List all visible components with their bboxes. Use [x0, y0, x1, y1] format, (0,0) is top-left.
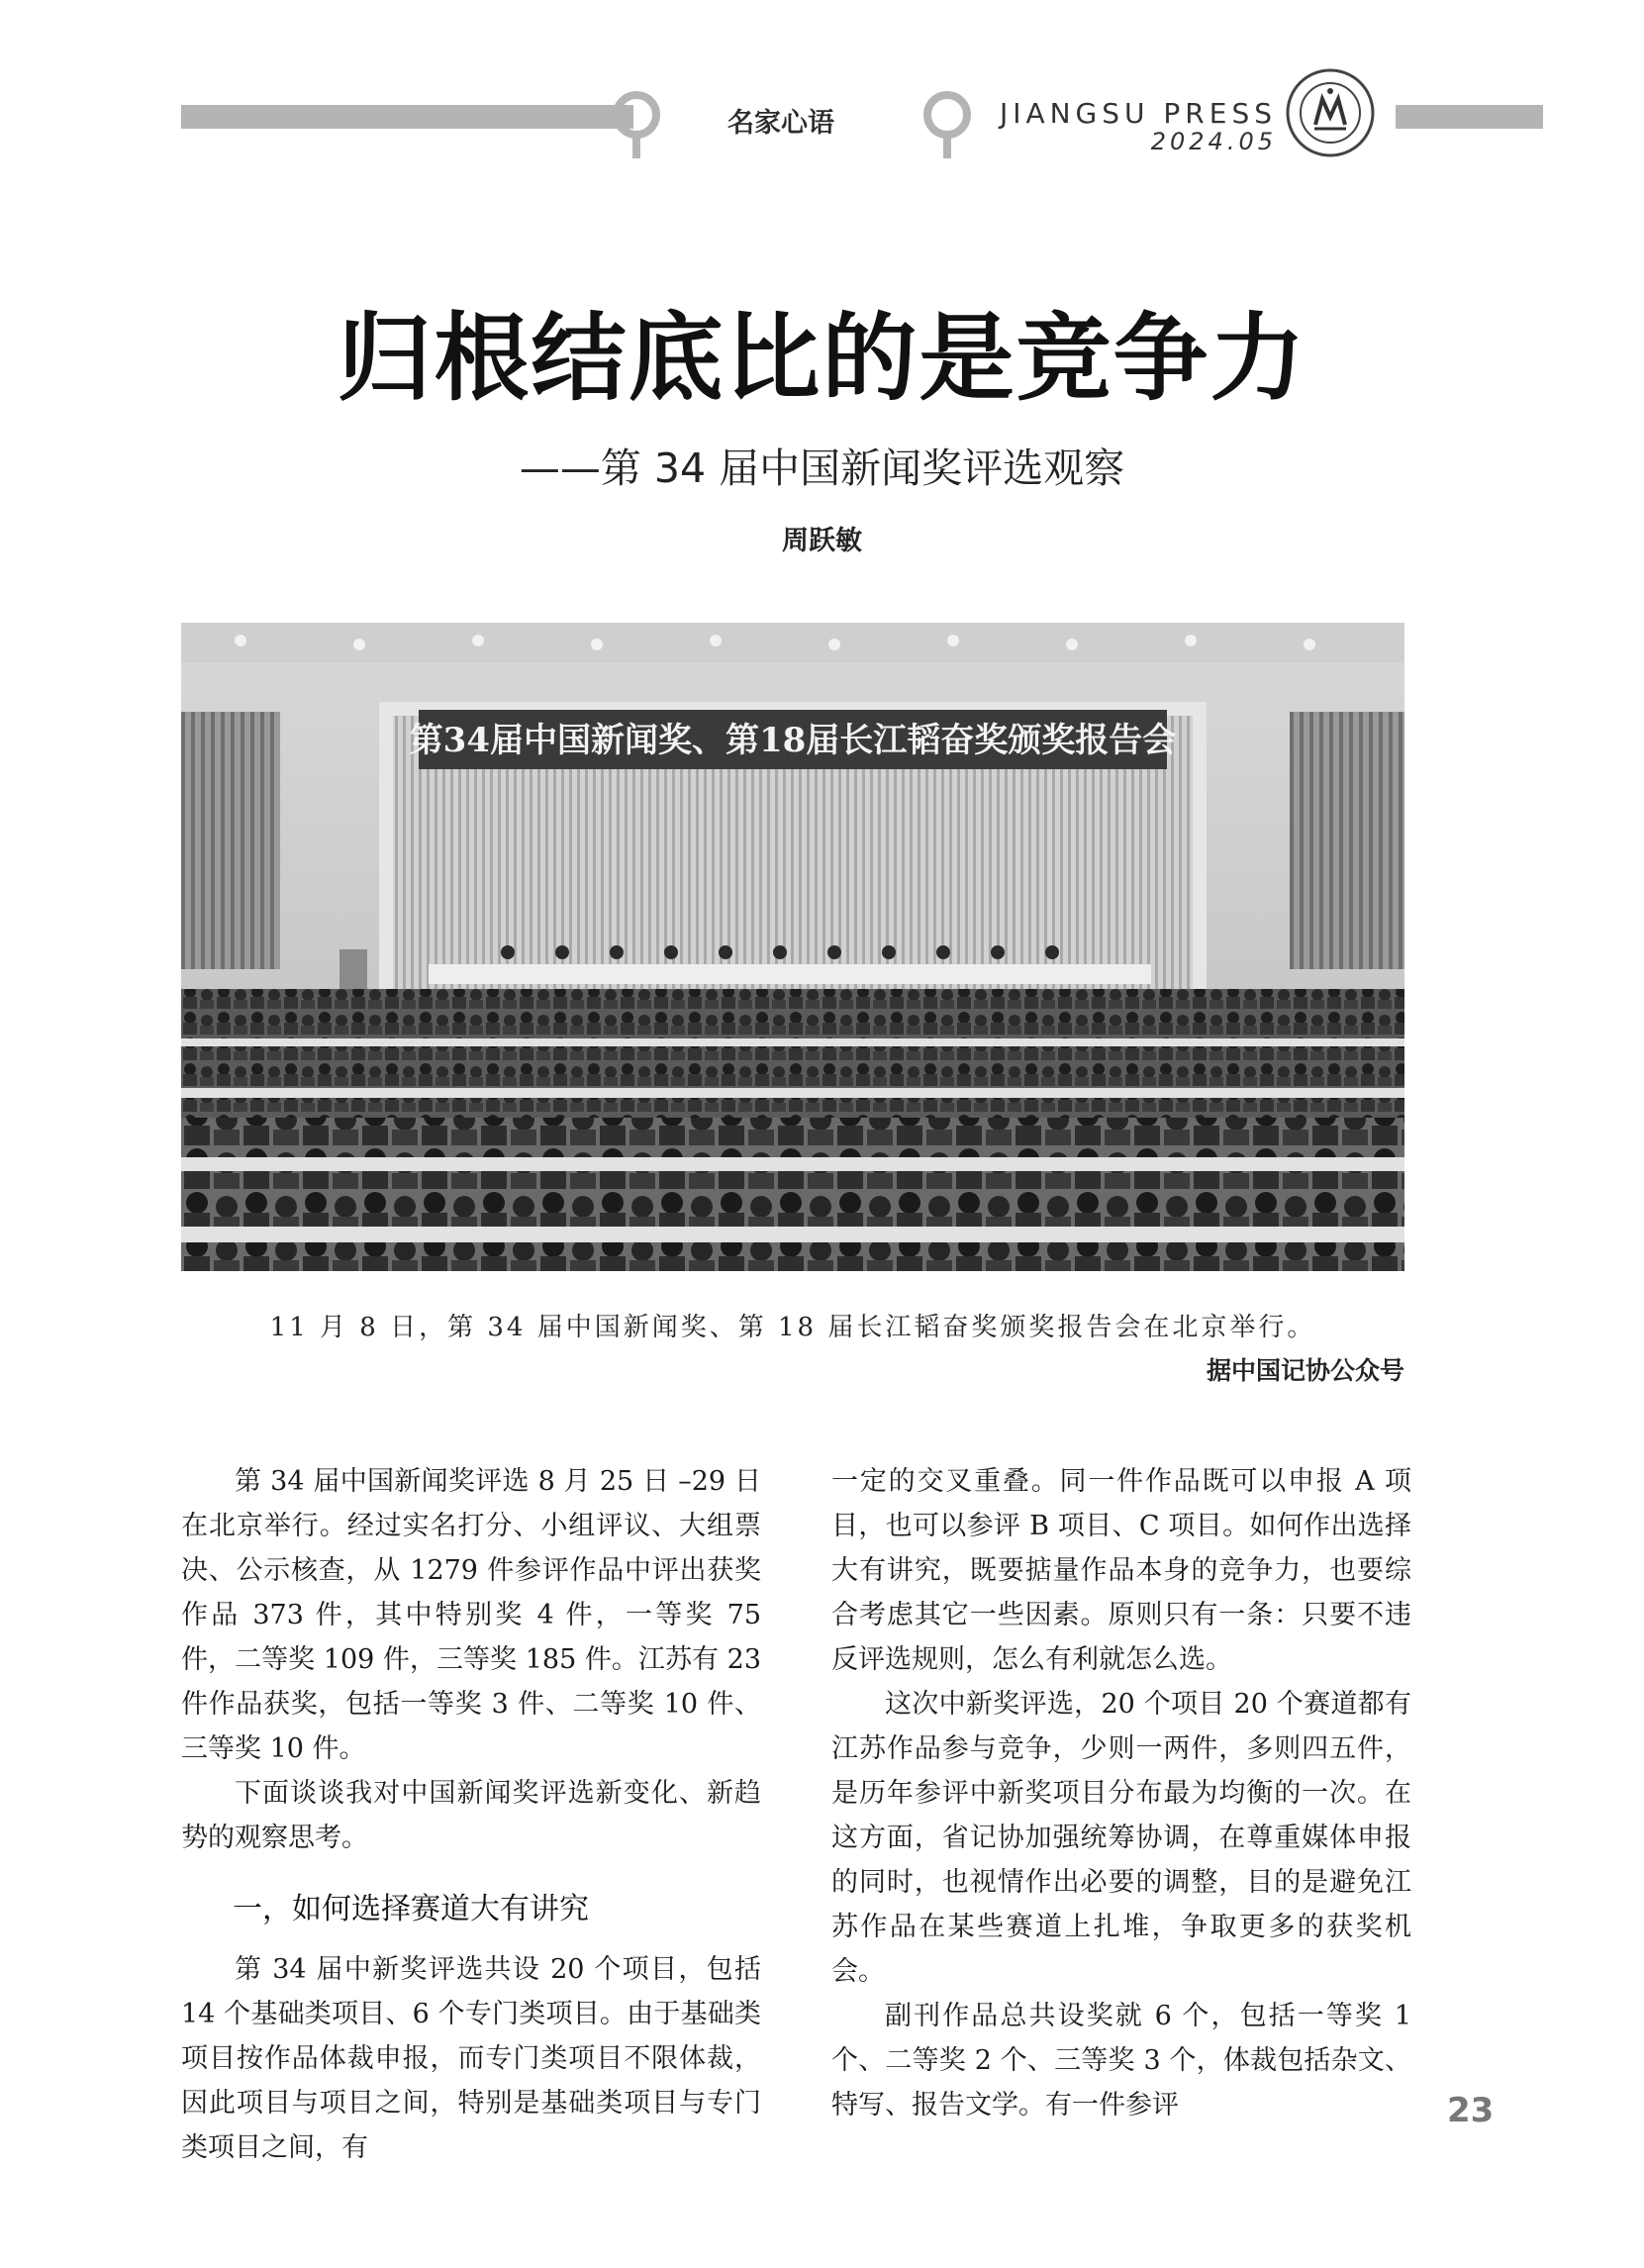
banner-text: 第34届中国新闻奖、第18届长江韬奋奖颁奖报告会	[409, 721, 1177, 760]
issue-number: 2024.05	[1150, 128, 1277, 155]
article-title: 归根结底比的是竞争力	[337, 303, 1307, 414]
header-bar-left	[181, 105, 633, 129]
body-column-right	[831, 1459, 1411, 2127]
body-paragraph: 一定的交叉重叠。同一件作品既可以申报 A 项目，也可以参评 B 项目、C 项目。如何作出选择大有讲究，既要掂量作品本身的竞争力，也要综合考虑其它一些因素。原则只有一条：只要不违反评选规则，怎么有利就怎么选。	[831, 1466, 1411, 1675]
photo-caption: 11 月 8 日，第 34 届中国新闻奖、第 18 届长江韬奋奖颁奖报告会在北京举行。	[269, 1313, 1316, 1342]
body-paragraph: 第 34 届中国新闻奖评选 8 月 25 日 –29 日在北京举行。经过实名打分、小组评议、大组票决、公示核查，从 1279 件参评作品中评出获奖作品 373 件，其中特别奖 4 件，一等奖 75 件，二等奖 109 件，三等奖 185 件。江苏有 23 件作品获奖，包括一等奖 3 件、二等奖 10 件、三等奖 10 件。	[181, 1466, 761, 1764]
body-paragraph: 这次中新奖评选，20 个项目 20 个赛道都有江苏作品参与竞争，少则一两件，多则四五件，是历年参评中新奖项目分布最为均衡的一次。在这方面，省记协加强统筹协调，在尊重媒体申报的同时，也视情作出必要的调整，目的是避免江苏作品在某些赛道上扎堆，争取更多的获奖机会。	[831, 1689, 1411, 1987]
header-bar-right	[1396, 105, 1543, 129]
photo-credit: 据中国记协公众号	[1206, 1356, 1404, 1385]
body-paragraph: 副刊作品总共设奖就 6 个，包括一等奖 1 个、二等奖 2 个、三等奖 3 个，体裁包括杂文、特写、报告文学。有一件参评	[831, 2001, 1411, 2120]
section-heading: 一，如何选择赛道大有讲究	[233, 1892, 589, 1926]
body-paragraph: 第 34 届中新奖评选共设 20 个项目，包括 14 个基础类项目、6 个专门类项目。由于基础类项目按作品体裁申报，而专门类项目不限体裁，因此项目与项目之间，特别是基础类项目与专门类项目之间，有	[181, 1954, 761, 2163]
magazine-name: JIANGSU PRESS	[999, 97, 1277, 130]
event-photo	[181, 623, 1404, 1271]
map-pin-icon	[609, 91, 664, 160]
page-number: 23	[1447, 2091, 1495, 2130]
body-paragraph: 下面谈谈我对中国新闻奖评选新变化、新趋势的观察思考。	[181, 1778, 761, 1853]
press-seal-logo	[1285, 67, 1376, 158]
section-label: 名家心语	[727, 108, 834, 139]
article-subtitle: ——第 34 届中国新闻奖评选观察	[519, 444, 1125, 492]
article-author: 周跃敏	[782, 526, 862, 556]
map-pin-icon	[919, 91, 975, 160]
body-column-left	[181, 1459, 761, 2170]
